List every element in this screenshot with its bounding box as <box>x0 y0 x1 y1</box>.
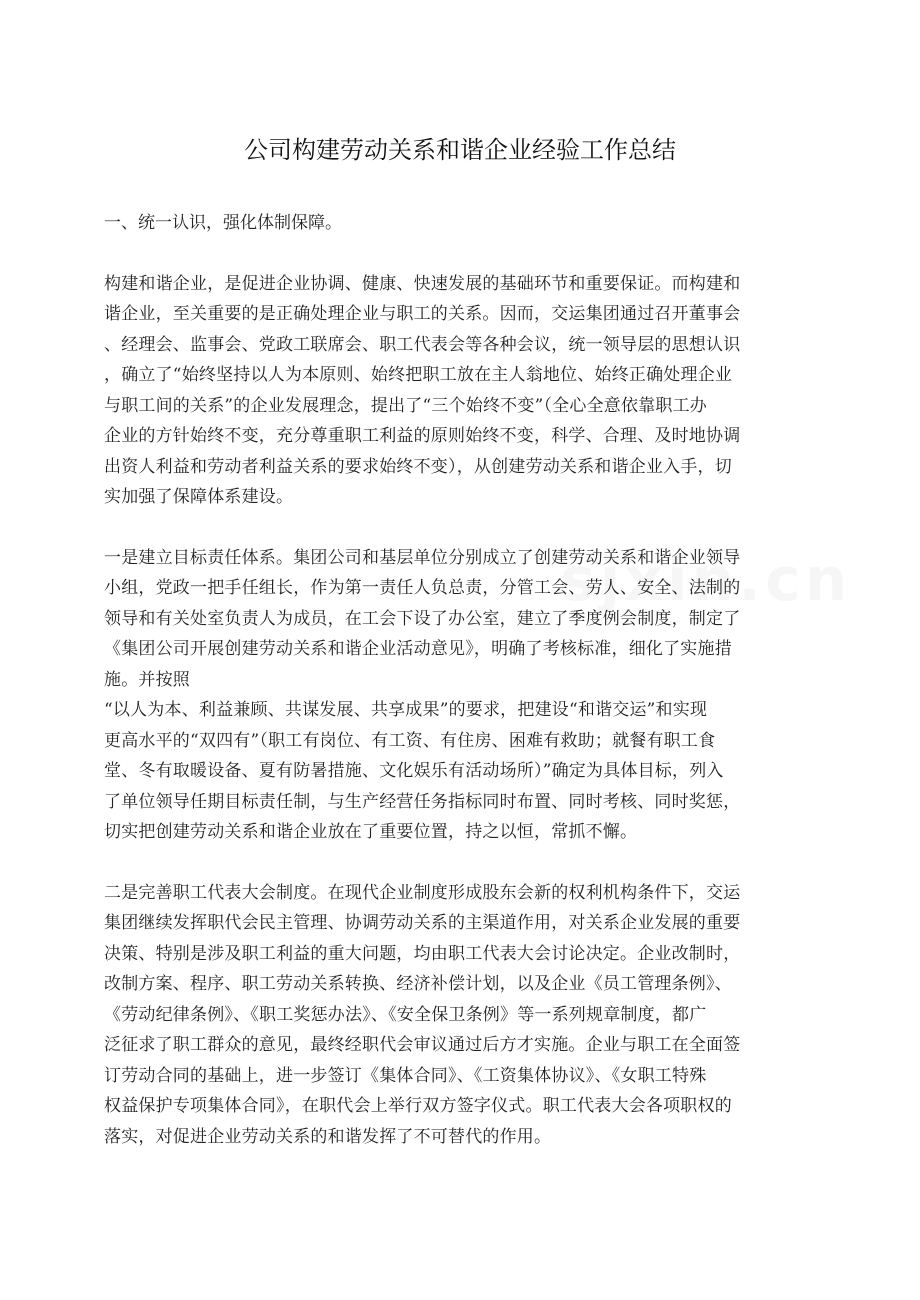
text-line: 实加强了保障体系建设。 <box>104 487 294 507</box>
text-line: 、经理会、监事会、党政工联席会、职工代表会等各种会议，统一领导层的思想认识 <box>104 334 741 355</box>
section-heading: 一、统一认识，强化体制保障。 <box>104 213 342 233</box>
text-line: 权益保护专项集体合同》，在职代会上举行双方签字仪式。职工代表大会各项职权的 <box>104 1096 732 1116</box>
paragraph-workers-congress <box>104 878 816 1153</box>
text-line: 改制方案、程序、职工劳动关系转换、经济补偿计划，以及企业《员工管理条例》、 <box>104 974 732 994</box>
text-line: “以人为本、利益兼顾、共谋发展、共享成果”的要求，把建设“和谐交运”和实现 <box>104 700 708 720</box>
text-line: 出资人利益和劳动者利益关系的要求始终不变），从创建劳动关系和谐企业入手，切 <box>104 456 732 477</box>
text-line: 订劳动合同的基础上，进一步签订《集体合同》、《工资集体协议》、《女职工特殊 <box>104 1065 707 1086</box>
text-line: ，确立了“始终坚持以人为本原则、始终把职工放在主人翁地位、始终正确处理企业 <box>104 365 733 385</box>
text-line: 泛征求了职工群众的意见，最终经职代会审议通过后方才实施。企业与职工在全面签 <box>104 1035 741 1055</box>
text-line: 集团继续发挥职代会民主管理、协调劳动关系的主渠道作用，对关系企业发展的重要 <box>104 913 741 933</box>
document-body <box>104 208 816 1182</box>
text-line: 了单位领导任期目标责任制，与生产经营任务指标同时布置、同时考核、同时奖惩， <box>104 791 741 812</box>
text-line: 谐企业，至关重要的是正确处理企业与职工的关系。因而，交运集团通过召开董事会 <box>104 304 741 324</box>
text-line: 《集团公司开展创建劳动关系和谐企业活动意见》，明确了考核标准，细化了实施措 <box>104 639 732 659</box>
text-line: 企业的方针始终不变，充分尊重职工利益的原则始终不变，科学、合理、及时地协调 <box>104 426 741 446</box>
text-line: 与职工间的关系”的企业发展理念，提出了“三个始终不变”（全心全意依靠职工办 <box>104 395 707 416</box>
text-line: 切实把创建劳动关系和谐企业放在了重要位置，持之以恒，常抓不懈。 <box>104 822 638 842</box>
text-line: 小组，党政一把手任组长，作为第一责任人负总责，分管工会、劳人、安全、法制的 <box>104 578 741 598</box>
text-line: 更高水平的“双四有”（职工有岗位、有工资、有住房、困难有救助；就餐有职工食 <box>104 730 716 751</box>
text-line: 领导和有关处室负责人为成员，在工会下设了办公室，建立了季度例会制度，制定了 <box>104 608 741 629</box>
text-line: 二是完善职工代表大会制度。在现代企业制度形成股东会新的权利机构条件下，交运 <box>104 882 741 903</box>
text-line: 《劳动纪律条例》、《职工奖惩办法》、《安全保卫条例》等一系列规章制度，都广 <box>104 1004 707 1025</box>
text-line: 施。并按照 <box>104 669 190 690</box>
text-line: 决策、特别是涉及职工利益的重大问题，均由职工代表大会讨论决定。企业改制时， <box>104 943 741 964</box>
document-title: 公司构建劳动关系和谐企业经验工作总结 <box>244 136 676 164</box>
paragraph-intro <box>104 269 816 513</box>
text-line: 一是建立目标责任体系。集团公司和基层单位分别成立了创建劳动关系和谐企业领导 <box>104 547 741 568</box>
text-line: 堂、冬有取暖设备、夏有防暑措施、文化娱乐有活动场所）”确定为具体目标，列入 <box>104 761 724 781</box>
paragraph-target-responsibility <box>104 543 816 848</box>
text-line: 构建和谐企业，是促进企业协调、健康、快速发展的基础环节和重要保证。而构建和 <box>104 273 741 294</box>
text-line: 落实，对促进企业劳动关系的和谐发挥了不可替代的作用。 <box>104 1126 552 1147</box>
